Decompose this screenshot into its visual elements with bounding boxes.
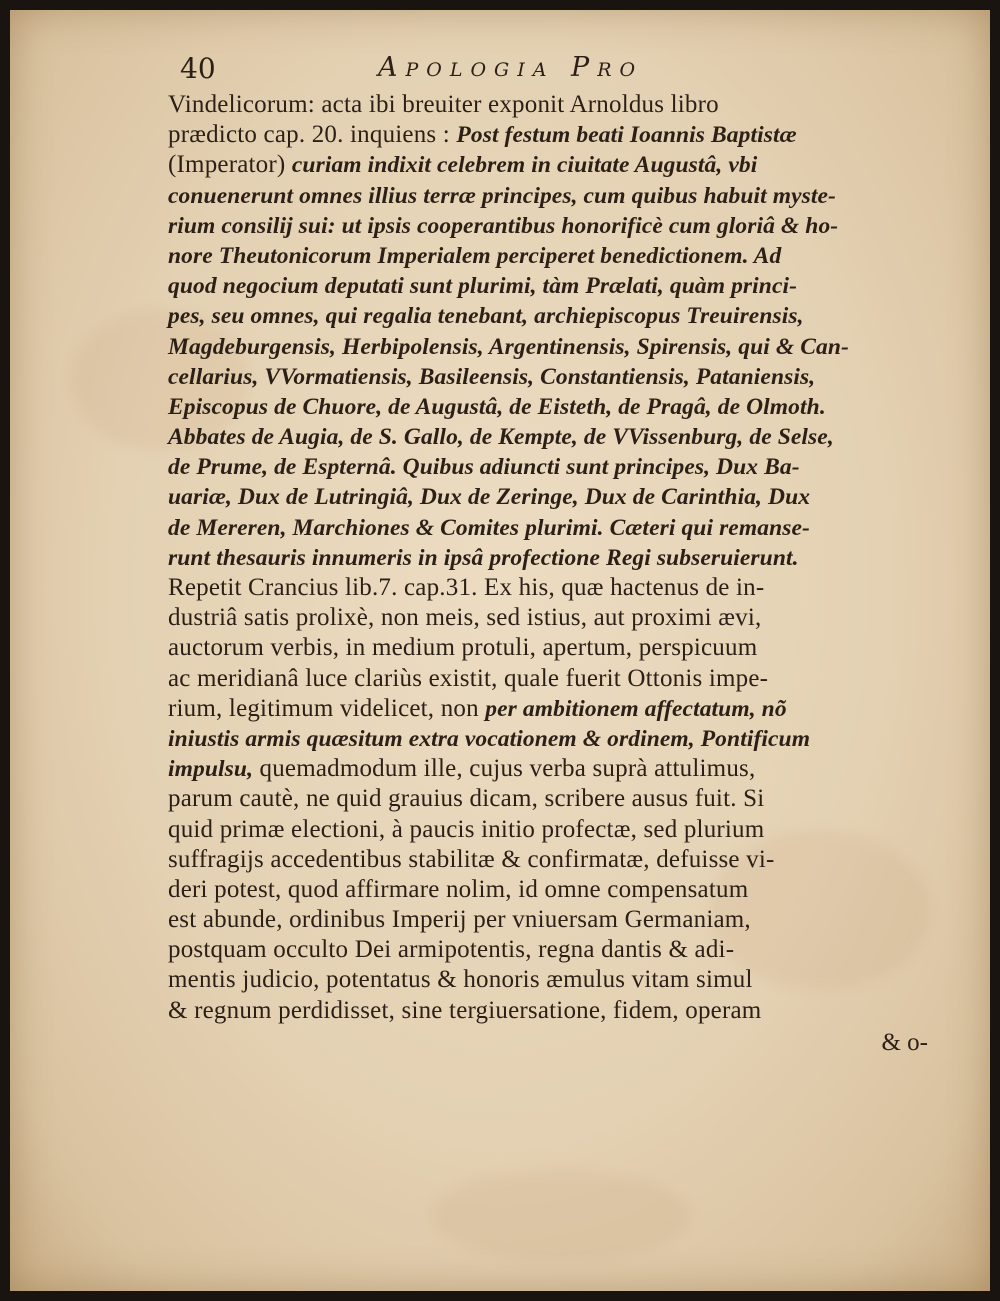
italic-text-segment: per ambitionem affectatum, nõ [485, 695, 787, 722]
page-header [168, 52, 928, 90]
text-line [168, 513, 928, 543]
text-line [168, 181, 928, 211]
roman-text-segment: mentis judicio, potentatus & honoris æmulus vitam simul [168, 966, 753, 994]
text-line [168, 452, 928, 482]
book-page [10, 10, 990, 1291]
roman-text-segment: Vindelicorum: acta ibi breuiter exponit Arnoldus libro [168, 91, 719, 118]
catchword: & o- [881, 1028, 928, 1056]
text-line [168, 573, 928, 603]
text-line [168, 905, 928, 935]
catchword-line [168, 1026, 928, 1060]
italic-text-segment: pes, seu omnes, qui regalia tenebant, archiepiscopus Treuirensis, [168, 303, 804, 330]
text-line [168, 482, 928, 512]
text-line [168, 543, 928, 573]
roman-text-segment: quemadmodum ille, cujus verba suprà attulimus, [253, 755, 756, 783]
roman-text-segment: Repetit Crancius lib.7. cap.31. Ex his, quæ hactenus de in- [168, 574, 765, 601]
roman-text-segment: est abunde, ordinibus Imperij per vniuersam Germaniam, [168, 906, 751, 934]
italic-text-segment: rium consilij sui: ut ipsis cooperantibus honorificè cum gloriâ & ho- [168, 212, 839, 239]
italic-text-segment: runt thesauris innumeris in ipsâ profectione Regi subseruierunt. [168, 544, 799, 571]
roman-text-segment: rium, legitimum videlicet, non [168, 694, 486, 722]
body-text [168, 90, 928, 1026]
roman-text-segment: deri potest, quod affirmare nolim, id omne compensatum [168, 875, 749, 903]
text-line [168, 271, 928, 301]
italic-text-segment: Magdeburgensis, Herbipolensis, Argentinensis, Spirensis, qui & Can- [168, 333, 849, 360]
roman-text-segment: (Imperator) [168, 151, 292, 179]
text-line [168, 845, 928, 875]
roman-text-segment: prædicto cap. 20. inquiens : [168, 121, 457, 149]
italic-text-segment: de Prume, de Espternâ. Quibus adiuncti sunt principes, Dux Ba- [168, 454, 800, 481]
italic-text-segment: conuenerunt omnes illius terræ principes, cum quibus habuit myste- [168, 182, 836, 209]
text-line [168, 392, 928, 422]
text-line [168, 633, 928, 663]
italic-text-segment: quod negocium deputati sunt plurimi, tàm Prælati, quàm princi- [168, 273, 798, 300]
text-line [168, 241, 928, 271]
text-line [168, 150, 928, 180]
italic-text-segment: impulsu, [168, 756, 254, 783]
italic-text-segment: Episcopus de Chuore, de Augustâ, de Eisteth, de Pragâ, de Olmoth. [168, 393, 826, 420]
roman-text-segment: auctorum verbis, in medium protuli, apertum, perspicuum [168, 634, 758, 662]
italic-text-segment: Post festum beati Ioannis Baptistæ [456, 122, 797, 149]
roman-text-segment: dustriâ satis prolixè, non meis, sed istius, aut proximi ævi, [168, 604, 762, 632]
text-line [168, 301, 928, 331]
text-line [168, 90, 928, 120]
text-line [168, 784, 928, 814]
roman-text-segment: postquam occulto Dei armipotentis, regna dantis & adi- [168, 936, 735, 964]
text-line [168, 362, 928, 392]
roman-text-segment: ac meridianâ luce clariùs existit, quale fuerit Ottonis impe- [168, 664, 769, 692]
roman-text-segment: quid primæ electioni, à paucis initio profectæ, sed plurium [168, 815, 765, 843]
text-line [168, 996, 928, 1026]
text-line [168, 120, 928, 150]
page-number: 40 [180, 52, 216, 85]
text-line [168, 724, 928, 754]
text-line [168, 664, 928, 694]
text-line [168, 332, 928, 362]
paper-stain [430, 1170, 690, 1260]
italic-text-segment: de Mereren, Marchiones & Comites plurimi. Cæteri qui remanse- [168, 514, 810, 541]
text-line [168, 422, 928, 452]
text-line [168, 875, 928, 905]
italic-text-segment: nore Theutonicorum Imperialem perciperet benedictionem. Ad [168, 242, 782, 269]
text-line [168, 815, 928, 845]
text-block [168, 52, 928, 1060]
text-line [168, 694, 928, 724]
text-line [168, 935, 928, 965]
roman-text-segment: parum cautè, ne quid grauius dicam, scribere ausus fuit. Si [168, 785, 765, 813]
text-line [168, 603, 928, 633]
running-title: Apologia Pro [378, 52, 644, 83]
text-line [168, 965, 928, 995]
text-line [168, 754, 928, 784]
italic-text-segment: uariæ, Dux de Lutringiâ, Dux de Zeringe, Dux de Carinthia, Dux [168, 484, 811, 511]
roman-text-segment: & regnum perdidisset, sine tergiuersatione, fidem, operam [168, 996, 762, 1024]
italic-text-segment: curiam indixit celebrem in ciuitate Augustâ, vbi [291, 152, 758, 179]
italic-text-segment: Abbates de Augia, de S. Gallo, de Kempte, de VVissenburg, de Selse, [168, 424, 834, 451]
text-line [168, 211, 928, 241]
italic-text-segment: iniustis armis quæsitum extra vocationem & ordinem, Pontificum [168, 725, 811, 752]
italic-text-segment: cellarius, VVormatiensis, Basileensis, Constantiensis, Pataniensis, [168, 363, 816, 390]
roman-text-segment: suffragijs accedentibus stabilitæ & confirmatæ, defuisse vi- [168, 845, 775, 873]
